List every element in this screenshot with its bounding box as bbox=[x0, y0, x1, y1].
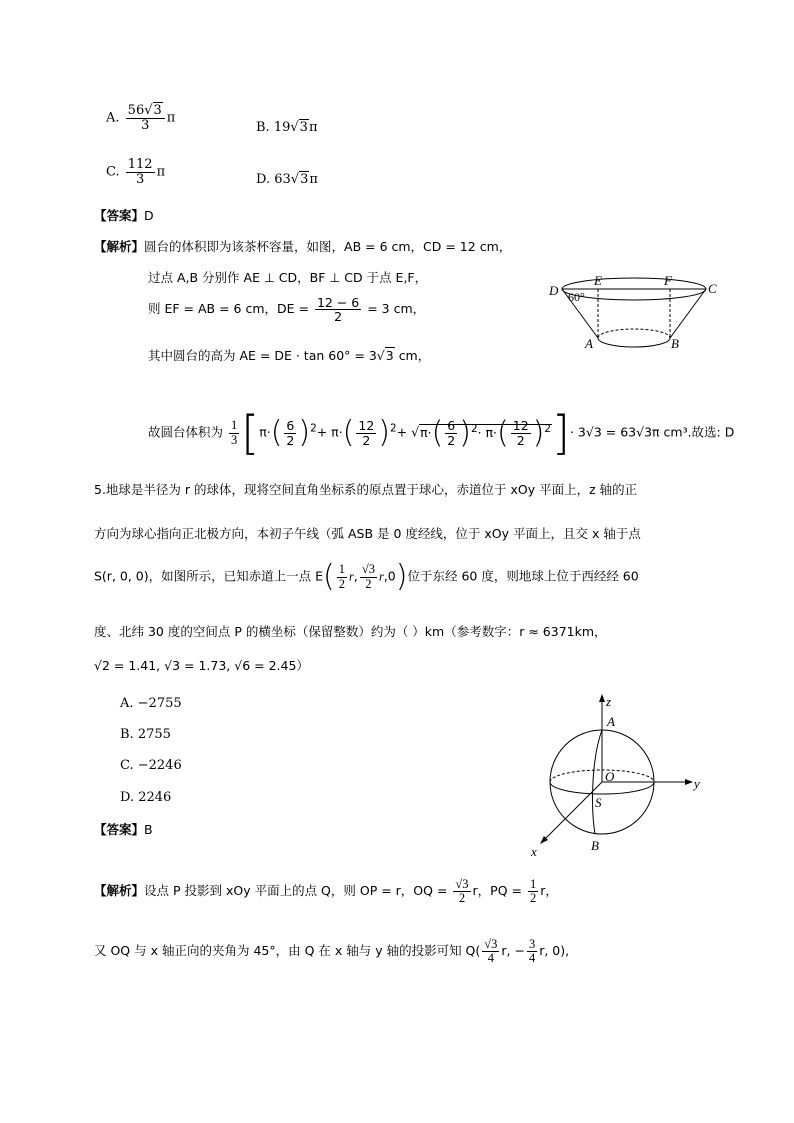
option-c: C. $\frac{112}{3}$ π bbox=[106, 157, 166, 187]
volume-formula: 故圆台体积为 $\frac{1}{3}$ [π·( $\frac{6}{2}$ )$^2$+ π·( $\frac{12}{2}$ )$^2$+ √π·( $\frac{6}{2}$ )$^2$· π·( $\frac{12}{2}$ )$^2$]· 3√3 = 63√3π cm³.故选: D bbox=[148, 406, 735, 460]
option-b: B. 19√3π bbox=[256, 120, 318, 135]
analysis-line1: 【解析】圆台的体积即为该茶杯容量，如图，AB = 6 cm，CD = 12 cm， bbox=[94, 239, 512, 254]
label-D: D bbox=[549, 283, 559, 298]
label-B-sphere: B bbox=[591, 838, 599, 853]
q5-option-c: C. −2246 bbox=[120, 758, 182, 773]
label-S: S bbox=[595, 795, 602, 810]
label-C: C bbox=[708, 281, 717, 296]
label-F: F bbox=[664, 273, 672, 288]
label-z: z bbox=[606, 694, 612, 709]
q5-line5: √2 = 1.41, √3 = 1.73, √6 = 2.45） bbox=[94, 658, 309, 673]
q5-line2: 方向为球心指向正北极方向，本初子午线（弧 ASB 是 0 度经线，位于 xOy 平面上，且交 x 轴于点 bbox=[94, 526, 641, 541]
sphere-figure bbox=[525, 690, 715, 860]
answer-line-q5: 【答案】B bbox=[94, 822, 153, 837]
q5-line4: 度、北纬 30 度的空间点 P 的横坐标（保留整数）约为（ ）km（参考数字：r ≈ 6371km， bbox=[94, 624, 607, 639]
analysis-line4: 其中圆台的高为 AE = DE · tan 60° = 3√3 cm， bbox=[148, 348, 431, 363]
label-y: y bbox=[694, 776, 700, 791]
label-A: A bbox=[585, 336, 593, 351]
label-x: x bbox=[531, 844, 537, 859]
q5-option-b: B. 2755 bbox=[120, 727, 171, 742]
q5-line3: S(r, 0, 0)，如图所示，已知赤道上一点 E( $\frac{1}{2}$ r, $\frac{√3}{2}$ r,0)位于东经 60 度，则地球上位于西经经 60 bbox=[94, 559, 639, 594]
frustum-figure bbox=[540, 270, 730, 360]
label-E: E bbox=[594, 273, 602, 288]
option-d: D. 63√3π bbox=[256, 172, 318, 187]
q5-analysis-line2: 又 OQ 与 x 轴正向的夹角为 45°，由 Q 在 x 轴与 y 轴的投影可知 Q( $\frac{√3}{4}$ r, − $\frac{3}{4}$ r, 0), bbox=[94, 937, 570, 966]
label-O: O bbox=[605, 769, 615, 784]
analysis-line2: 过点 A,B 分别作 AE ⊥ CD，BF ⊥ CD 于点 E,F， bbox=[148, 270, 428, 285]
analysis-line3: 则 EF = AB = 6 cm，DE = $\frac{12 - 6}{2}$ = 3 cm， bbox=[148, 295, 426, 325]
label-60deg: 60° bbox=[568, 290, 585, 304]
label-B: B bbox=[671, 336, 679, 351]
label-A-sphere: A bbox=[607, 714, 615, 729]
q5-line1: 5.地球是半径为 r 的球体，现将空间直角坐标系的原点置于球心，赤道位于 xOy 平面上，z 轴的正 bbox=[94, 482, 638, 497]
option-a: A. $\frac{56√3}{3}$ π bbox=[106, 103, 176, 133]
q5-option-a: A. −2755 bbox=[120, 696, 182, 711]
option-c-fraction: $\frac{112}{3}$ bbox=[127, 157, 153, 187]
q5-option-d: D. 2246 bbox=[120, 790, 172, 805]
answer-line-q4: 【答案】D bbox=[94, 208, 154, 223]
q5-analysis-line1: 【解析】设点 P 投影到 xOy 平面上的点 Q，则 OP = r，OQ = $\frac{√3}{2}$ r，PQ = $\frac{1}{2}$ r， bbox=[94, 877, 558, 906]
option-a-fraction: $\frac{56√3}{3}$ bbox=[126, 104, 165, 132]
